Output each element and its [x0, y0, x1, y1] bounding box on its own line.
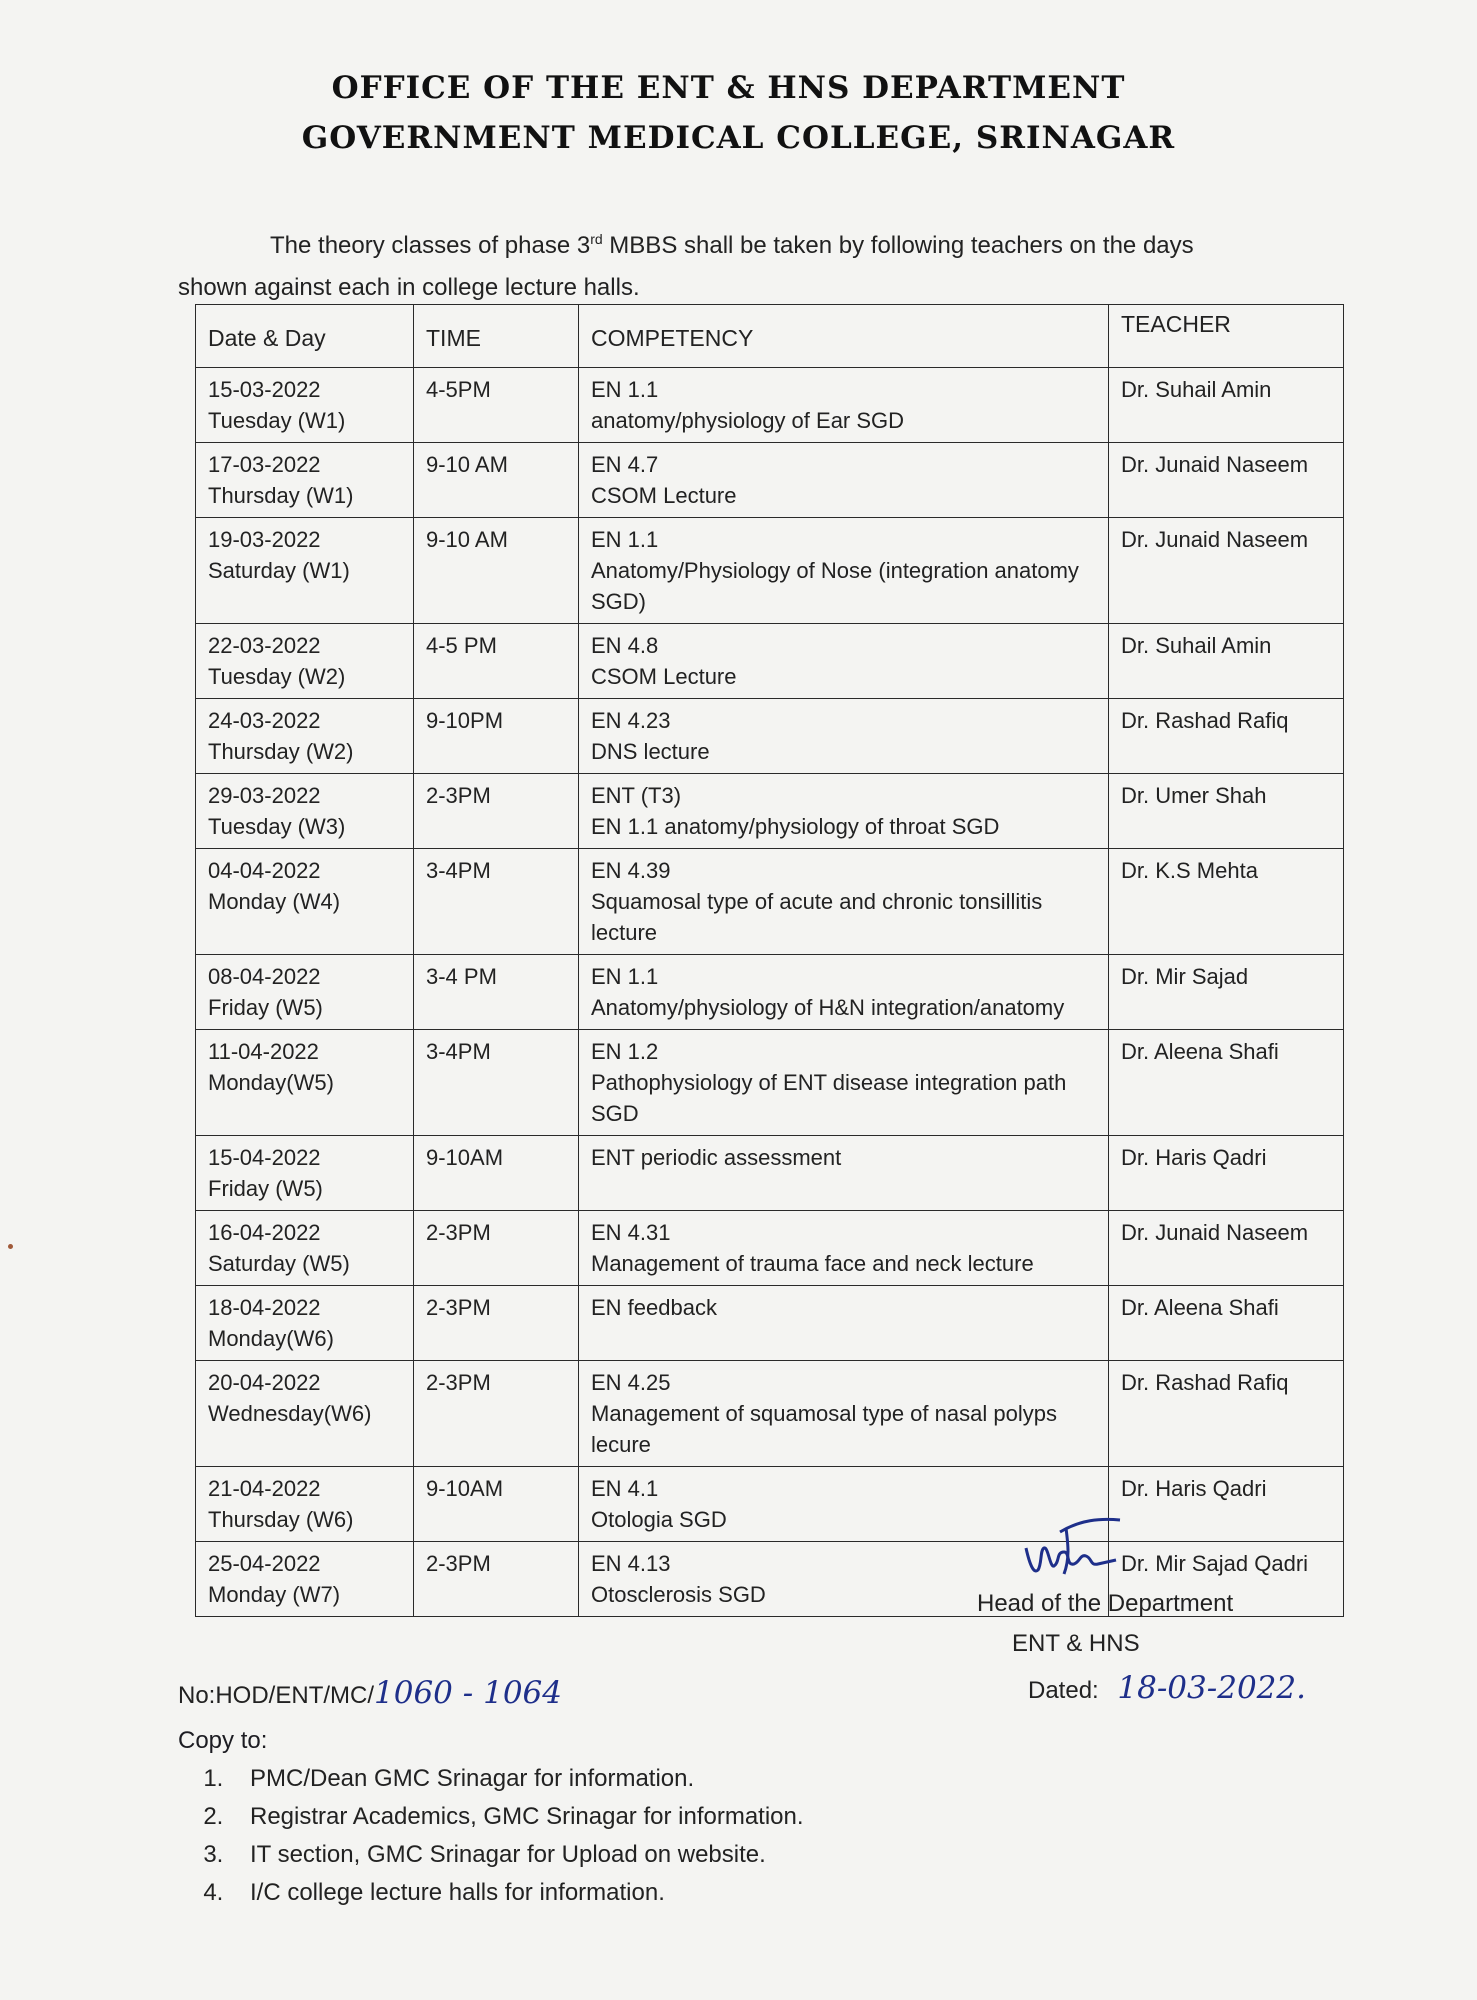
teacher-cell: Dr. Rashad Rafiq: [1109, 1361, 1344, 1467]
date: 15-03-2022: [208, 377, 321, 402]
header-competency: COMPETENCY: [579, 305, 1109, 368]
table-row: [196, 955, 1344, 1030]
copy-list: [178, 1760, 804, 1912]
competency-cell: [579, 774, 1109, 849]
competency-cell: [579, 849, 1109, 955]
date: 11-04-2022: [208, 1039, 319, 1064]
teacher-cell: Dr. Junaid Naseem: [1109, 443, 1344, 518]
competency-line: EN 4.8: [591, 633, 659, 658]
table-row: [196, 1136, 1344, 1211]
teacher-cell: Dr. Rashad Rafiq: [1109, 699, 1344, 774]
teacher-cell: Dr. Aleena Shafi: [1109, 1030, 1344, 1136]
competency-cell: [579, 624, 1109, 699]
office-title: OFFICE OF THE ENT & HNS DEPARTMENT: [331, 70, 1126, 106]
dated-line: [1028, 1670, 1306, 1706]
competency-line: EN feedback: [591, 1295, 717, 1320]
day: Wednesday(W6): [208, 1401, 372, 1426]
date-day-cell: [196, 624, 414, 699]
competency-cell: [579, 1136, 1109, 1211]
table-row: [196, 368, 1344, 443]
intro-superscript: rd: [590, 231, 603, 247]
date: 21-04-2022: [208, 1476, 321, 1501]
competency-cell: [579, 955, 1109, 1030]
competency-cell: [579, 1211, 1109, 1286]
competency-line: ENT periodic assessment: [591, 1145, 842, 1170]
time-cell: 3-4PM: [414, 849, 579, 955]
day: Thursday (W2): [208, 739, 354, 764]
competency-line: Anatomy/Physiology of Nose (integration anatomy SGD): [591, 558, 1079, 614]
competency-line: Otologia SGD: [591, 1507, 727, 1532]
competency-line: EN 1.1 anatomy/physiology of throat SGD: [591, 814, 1000, 839]
date-day-cell: [196, 518, 414, 624]
day: Monday(W5): [208, 1070, 334, 1095]
competency-line: EN 4.23: [591, 708, 671, 733]
date-day-cell: [196, 774, 414, 849]
reference-label: No:HOD/ENT/MC/: [178, 1682, 375, 1709]
intro-line-1: [178, 218, 1308, 267]
time-cell: 2-3PM: [414, 1211, 579, 1286]
competency-cell: [579, 1361, 1109, 1467]
teacher-cell: Dr. Mir Sajad Qadri: [1109, 1542, 1344, 1617]
date: 15-04-2022: [208, 1145, 321, 1170]
competency-cell: [579, 368, 1109, 443]
time-cell: 4-5PM: [414, 368, 579, 443]
competency-line: EN 1.1: [591, 377, 659, 402]
table-row: [196, 518, 1344, 624]
ink-speck: [8, 1244, 13, 1249]
date-day-cell: [196, 699, 414, 774]
header-time: TIME: [414, 305, 579, 368]
table-row: [196, 1030, 1344, 1136]
table-row: [196, 849, 1344, 955]
competency-line: EN 4.13: [591, 1551, 671, 1576]
copy-item: 1. PMC/Dean GMC Srinagar for information.: [230, 1760, 804, 1798]
date: 22-03-2022: [208, 633, 321, 658]
date-day-cell: [196, 1542, 414, 1617]
day: Saturday (W1): [208, 558, 350, 583]
date: 16-04-2022: [208, 1220, 321, 1245]
table-row: [196, 774, 1344, 849]
date-day-cell: [196, 1467, 414, 1542]
day: Tuesday (W2): [208, 664, 346, 689]
reference-value: 1060 - 1064: [374, 1675, 562, 1711]
teacher-cell: Dr. Mir Sajad: [1109, 955, 1344, 1030]
teacher-cell: Dr. Junaid Naseem: [1109, 518, 1344, 624]
date-day-cell: [196, 1361, 414, 1467]
copy-to-label: Copy to:: [178, 1727, 268, 1754]
copy-item: 4. I/C college lecture halls for information.: [230, 1874, 804, 1912]
competency-line: EN 4.25: [591, 1370, 671, 1395]
date: 20-04-2022: [208, 1370, 321, 1395]
date: 29-03-2022: [208, 783, 321, 808]
header-row: [196, 305, 1344, 368]
competency-line: DNS lecture: [591, 739, 710, 764]
intro-line-2: shown against each in college lecture halls.: [178, 274, 640, 301]
intro-text-a: The theory classes of phase 3: [270, 232, 591, 259]
time-cell: 2-3PM: [414, 774, 579, 849]
table-row: [196, 1286, 1344, 1361]
date-day-cell: [196, 1286, 414, 1361]
header-teacher: TEACHER: [1109, 305, 1344, 368]
teacher-cell: Dr. Umer Shah: [1109, 774, 1344, 849]
dated-label: Dated:: [1028, 1677, 1099, 1704]
competency-cell: [579, 1030, 1109, 1136]
table-row: [196, 1361, 1344, 1467]
hod-title: Head of the Department: [977, 1590, 1234, 1617]
day: Thursday (W6): [208, 1507, 354, 1532]
date: 24-03-2022: [208, 708, 321, 733]
day: Monday (W7): [208, 1582, 341, 1607]
time-cell: 3-4 PM: [414, 955, 579, 1030]
competency-cell: [579, 518, 1109, 624]
competency-line: EN 1.1: [591, 527, 659, 552]
date: 17-03-2022: [208, 452, 321, 477]
competency-line: EN 4.7: [591, 452, 659, 477]
competency-line: EN 4.31: [591, 1220, 671, 1245]
competency-line: Management of squamosal type of nasal polyps lecure: [591, 1401, 1057, 1457]
signature: [1020, 1508, 1160, 1588]
table-row: [196, 1211, 1344, 1286]
competency-line: Management of trauma face and neck lecture: [591, 1251, 1034, 1276]
time-cell: 9-10 AM: [414, 518, 579, 624]
intro-text-b: MBBS shall be taken by following teachers on the days: [602, 232, 1194, 259]
intro-paragraph: [178, 218, 1308, 309]
teacher-cell: Dr. Suhail Amin: [1109, 624, 1344, 699]
competency-line: Anatomy/physiology of H&N integration/anatomy: [591, 995, 1065, 1020]
competency-line: EN 4.1: [591, 1476, 659, 1501]
date-day-cell: [196, 368, 414, 443]
competency-line: anatomy/physiology of Ear SGD: [591, 408, 905, 433]
competency-line: EN 1.1: [591, 964, 659, 989]
competency-line: EN 4.39: [591, 858, 671, 883]
table-row: [196, 1467, 1344, 1542]
teacher-cell: Dr. Aleena Shafi: [1109, 1286, 1344, 1361]
college-title: GOVERNMENT MEDICAL COLLEGE, SRINAGAR: [301, 120, 1176, 156]
day: Monday (W4): [208, 889, 341, 914]
time-cell: 2-3PM: [414, 1542, 579, 1617]
hod-department: ENT & HNS: [1012, 1630, 1140, 1657]
date: 08-04-2022: [208, 964, 321, 989]
day: Friday (W5): [208, 1176, 323, 1201]
competency-line: CSOM Lecture: [591, 664, 737, 689]
time-cell: 9-10AM: [414, 1467, 579, 1542]
teacher-cell: Dr. Junaid Naseem: [1109, 1211, 1344, 1286]
day: Friday (W5): [208, 995, 323, 1020]
reference-number: [178, 1675, 562, 1711]
date: 25-04-2022: [208, 1551, 321, 1576]
date-day-cell: [196, 443, 414, 518]
time-cell: 9-10AM: [414, 1136, 579, 1211]
date-day-cell: [196, 1211, 414, 1286]
date: 04-04-2022: [208, 858, 321, 883]
competency-line: Pathophysiology of ENT disease integration path SGD: [591, 1070, 1067, 1126]
time-cell: 9-10PM: [414, 699, 579, 774]
dated-value: 18-03-2022.: [1117, 1670, 1306, 1706]
teacher-cell: Dr. Haris Qadri: [1109, 1467, 1344, 1542]
competency-line: CSOM Lecture: [591, 483, 737, 508]
teacher-cell: Dr. Suhail Amin: [1109, 368, 1344, 443]
competency-line: EN 1.2: [591, 1039, 659, 1064]
teacher-cell: Dr. Haris Qadri: [1109, 1136, 1344, 1211]
date-day-cell: [196, 1030, 414, 1136]
table-row: [196, 624, 1344, 699]
time-cell: 9-10 AM: [414, 443, 579, 518]
schedule-table: [195, 304, 1344, 1617]
day: Thursday (W1): [208, 483, 354, 508]
time-cell: 4-5 PM: [414, 624, 579, 699]
date-day-cell: [196, 849, 414, 955]
competency-cell: [579, 699, 1109, 774]
header-date-day: Date & Day: [196, 305, 414, 368]
date-day-cell: [196, 955, 414, 1030]
teacher-cell: Dr. K.S Mehta: [1109, 849, 1344, 955]
table-row: [196, 699, 1344, 774]
copy-item: 2. Registrar Academics, GMC Srinagar for information.: [230, 1798, 804, 1836]
competency-line: Otosclerosis SGD: [591, 1582, 766, 1607]
competency-line: ENT (T3): [591, 783, 682, 808]
time-cell: 2-3PM: [414, 1361, 579, 1467]
date: 19-03-2022: [208, 527, 321, 552]
competency-line: Squamosal type of acute and chronic tonsillitis lecture: [591, 889, 1043, 945]
day: Tuesday (W3): [208, 814, 346, 839]
day: Tuesday (W1): [208, 408, 346, 433]
time-cell: 3-4PM: [414, 1030, 579, 1136]
competency-cell: [579, 1286, 1109, 1361]
time-cell: 2-3PM: [414, 1286, 579, 1361]
day: Saturday (W5): [208, 1251, 350, 1276]
copy-item: 3. IT section, GMC Srinagar for Upload on website.: [230, 1836, 804, 1874]
date: 18-04-2022: [208, 1295, 321, 1320]
competency-cell: [579, 443, 1109, 518]
date-day-cell: [196, 1136, 414, 1211]
table-row: [196, 443, 1344, 518]
day: Monday(W6): [208, 1326, 334, 1351]
